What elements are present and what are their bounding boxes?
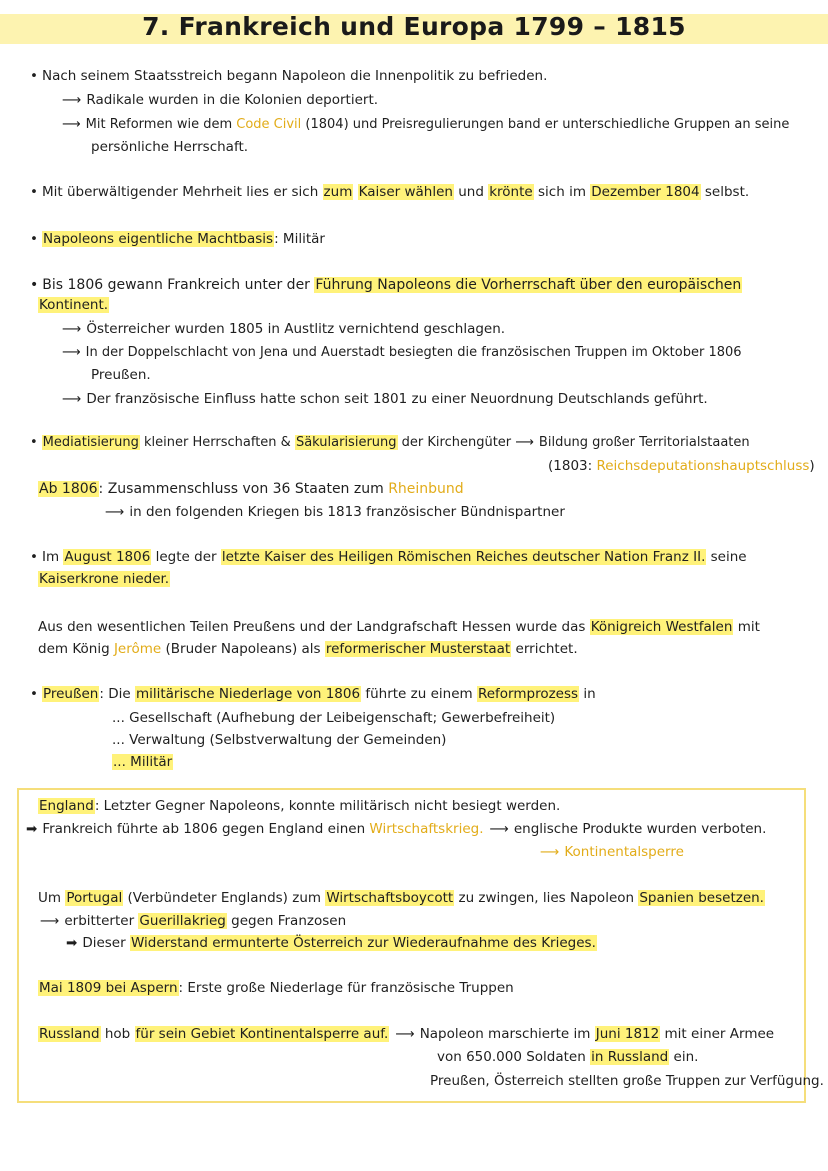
russland-line: Russland hob für sein Gebiet Kontinentalsperre auf. ⟶ Napoleon marschierte im Juni 1812 mit einer Armee xyxy=(39,1026,775,1042)
arrow-right-icon: ⟶ xyxy=(62,321,82,337)
paragraph-vorherrschaft: • Bis 1806 gewann Frankreich unter der Führung Napoleons die Vorherrschaft über den europäischen xyxy=(30,276,742,294)
reform-verwaltung: ... Verwaltung (Selbstverwaltung der Gemeinden) xyxy=(112,732,447,748)
arrow-right-icon: ➡ xyxy=(26,821,38,837)
arrow-right-icon: ⟶ xyxy=(62,391,82,407)
reform-gesellschaft: ... Gesellschaft (Aufhebung der Leibeigenschaft; Gewerbefreiheit) xyxy=(112,710,556,726)
arrow-right-icon: ⟶ xyxy=(395,1026,415,1042)
rheinbund-line: Ab 1806: Zusammenschluss von 36 Staaten zum Rheinbund xyxy=(39,481,464,497)
page-title: 7. Frankreich und Europa 1799 – 1815 xyxy=(142,12,686,41)
paragraph-machtbasis: • Napoleons eigentliche Machtbasis: Militär xyxy=(30,230,325,248)
england-line: England: Letzter Gegner Napoleons, konnte militärisch nicht besiegt werden. xyxy=(39,798,561,814)
sub-point-reformen-cont: persönliche Herrschaft. xyxy=(91,139,249,155)
paragraph-mediatisierung: • Mediatisierung kleiner Herrschaften & Säkularisierung der Kirchengüter ⟶ Bildung großer Territorialstaaten xyxy=(30,434,750,452)
arrow-right-icon: ⟶ xyxy=(40,913,60,929)
wirtschaftskrieg-line: ➡ Frankreich führte ab 1806 gegen England einen Wirtschaftskrieg. ⟶ englische Produkte wurden verboten. xyxy=(26,821,767,837)
rheinbund-sub: ⟶ in den folgenden Kriegen bis 1813 französischer Bündnispartner xyxy=(105,504,565,520)
guerilla-line: ⟶ erbitterter Guerillakrieg gegen Franzosen xyxy=(40,913,347,929)
arrow-right-icon: ⟶ xyxy=(105,504,125,520)
armee-line: von 650.000 Soldaten in Russland ein. xyxy=(437,1049,699,1065)
aspern-line: Mai 1809 bei Aspern: Erste große Niederlage für französische Truppen xyxy=(39,980,514,996)
reichsdeputation-note: (1803: Reichsdeputationshauptschluss) xyxy=(548,458,815,474)
arrow-right-icon: ⟶ xyxy=(540,844,560,860)
sub-point-einfluss: ⟶ Der französische Einfluss hatte schon seit 1801 zu einer Neuordnung Deutschlands geführt. xyxy=(62,391,708,407)
sub-point-radikale: ⟶ Radikale wurden in die Kolonien deportiert. xyxy=(62,92,379,108)
arrow-right-icon: ➡ xyxy=(66,935,78,951)
paragraph-preussen: • Preußen: Die militärische Niederlage von 1806 führte zu einem Reformprozess in xyxy=(30,685,596,703)
paragraph-westfalen: Aus den wesentlichen Teilen Preußens und der Landgrafschaft Hessen wurde das Königreich Westfalen mit xyxy=(38,619,760,635)
paragraph-franz-ii-cont: Kaiserkrone nieder. xyxy=(39,571,170,587)
paragraph-westfalen-cont: dem König Jerôme (Bruder Napoleans) als reformerischer Musterstaat errichtet. xyxy=(38,641,578,657)
truppen-line: Preußen, Österreich stellten große Truppen zur Verfügung. xyxy=(430,1073,824,1089)
sub-point-jena: ⟶ In der Doppelschlacht von Jena und Auerstadt besiegten die französischen Truppen im Oktober 1806 xyxy=(62,345,742,360)
widerstand-line: ➡ Dieser Widerstand ermunterte Österreich zur Wiederaufnahme des Krieges. xyxy=(66,935,596,951)
arrow-right-icon: ⟶ xyxy=(62,117,81,132)
paragraph-staatsstreich: • Nach seinem Staatsstreich begann Napoleon die Innenpolitik zu befrieden. xyxy=(30,67,547,85)
arrow-right-icon: ⟶ xyxy=(489,821,509,837)
paragraph-kaiser: • Mit überwältigender Mehrheit lies er sich zum Kaiser wählen und krönte sich im Dezember 1804 selbst. xyxy=(30,183,749,201)
arrow-right-icon: ⟶ xyxy=(62,345,81,360)
arrow-right-icon: ⟶ xyxy=(515,435,534,450)
sub-point-austerlitz: ⟶ Österreicher wurden 1805 in Austlitz vernichtend geschlagen. xyxy=(62,321,506,337)
paragraph-vorherrschaft-cont: Kontinent. xyxy=(39,297,109,313)
sub-point-reformen: ⟶ Mit Reformen wie dem Code Civil (1804) und Preisregulierungen band er unterschiedliche Gruppen an seine xyxy=(62,117,790,132)
sub-point-jena-cont: Preußen. xyxy=(91,367,151,383)
portugal-line: Um Portugal (Verbündeter Englands) zum Wirtschaftsboycott zu zwingen, lies Napoleon Spanien besetzen. xyxy=(38,890,764,906)
reform-militaer: ... Militär xyxy=(113,754,173,770)
paragraph-franz-ii: • Im August 1806 legte der letzte Kaiser des Heiligen Römischen Reiches deutscher Nation Franz II. seine xyxy=(30,548,747,566)
arrow-right-icon: ⟶ xyxy=(62,92,82,108)
kontinentalsperre-line: ⟶ Kontinentalsperre xyxy=(540,844,684,860)
